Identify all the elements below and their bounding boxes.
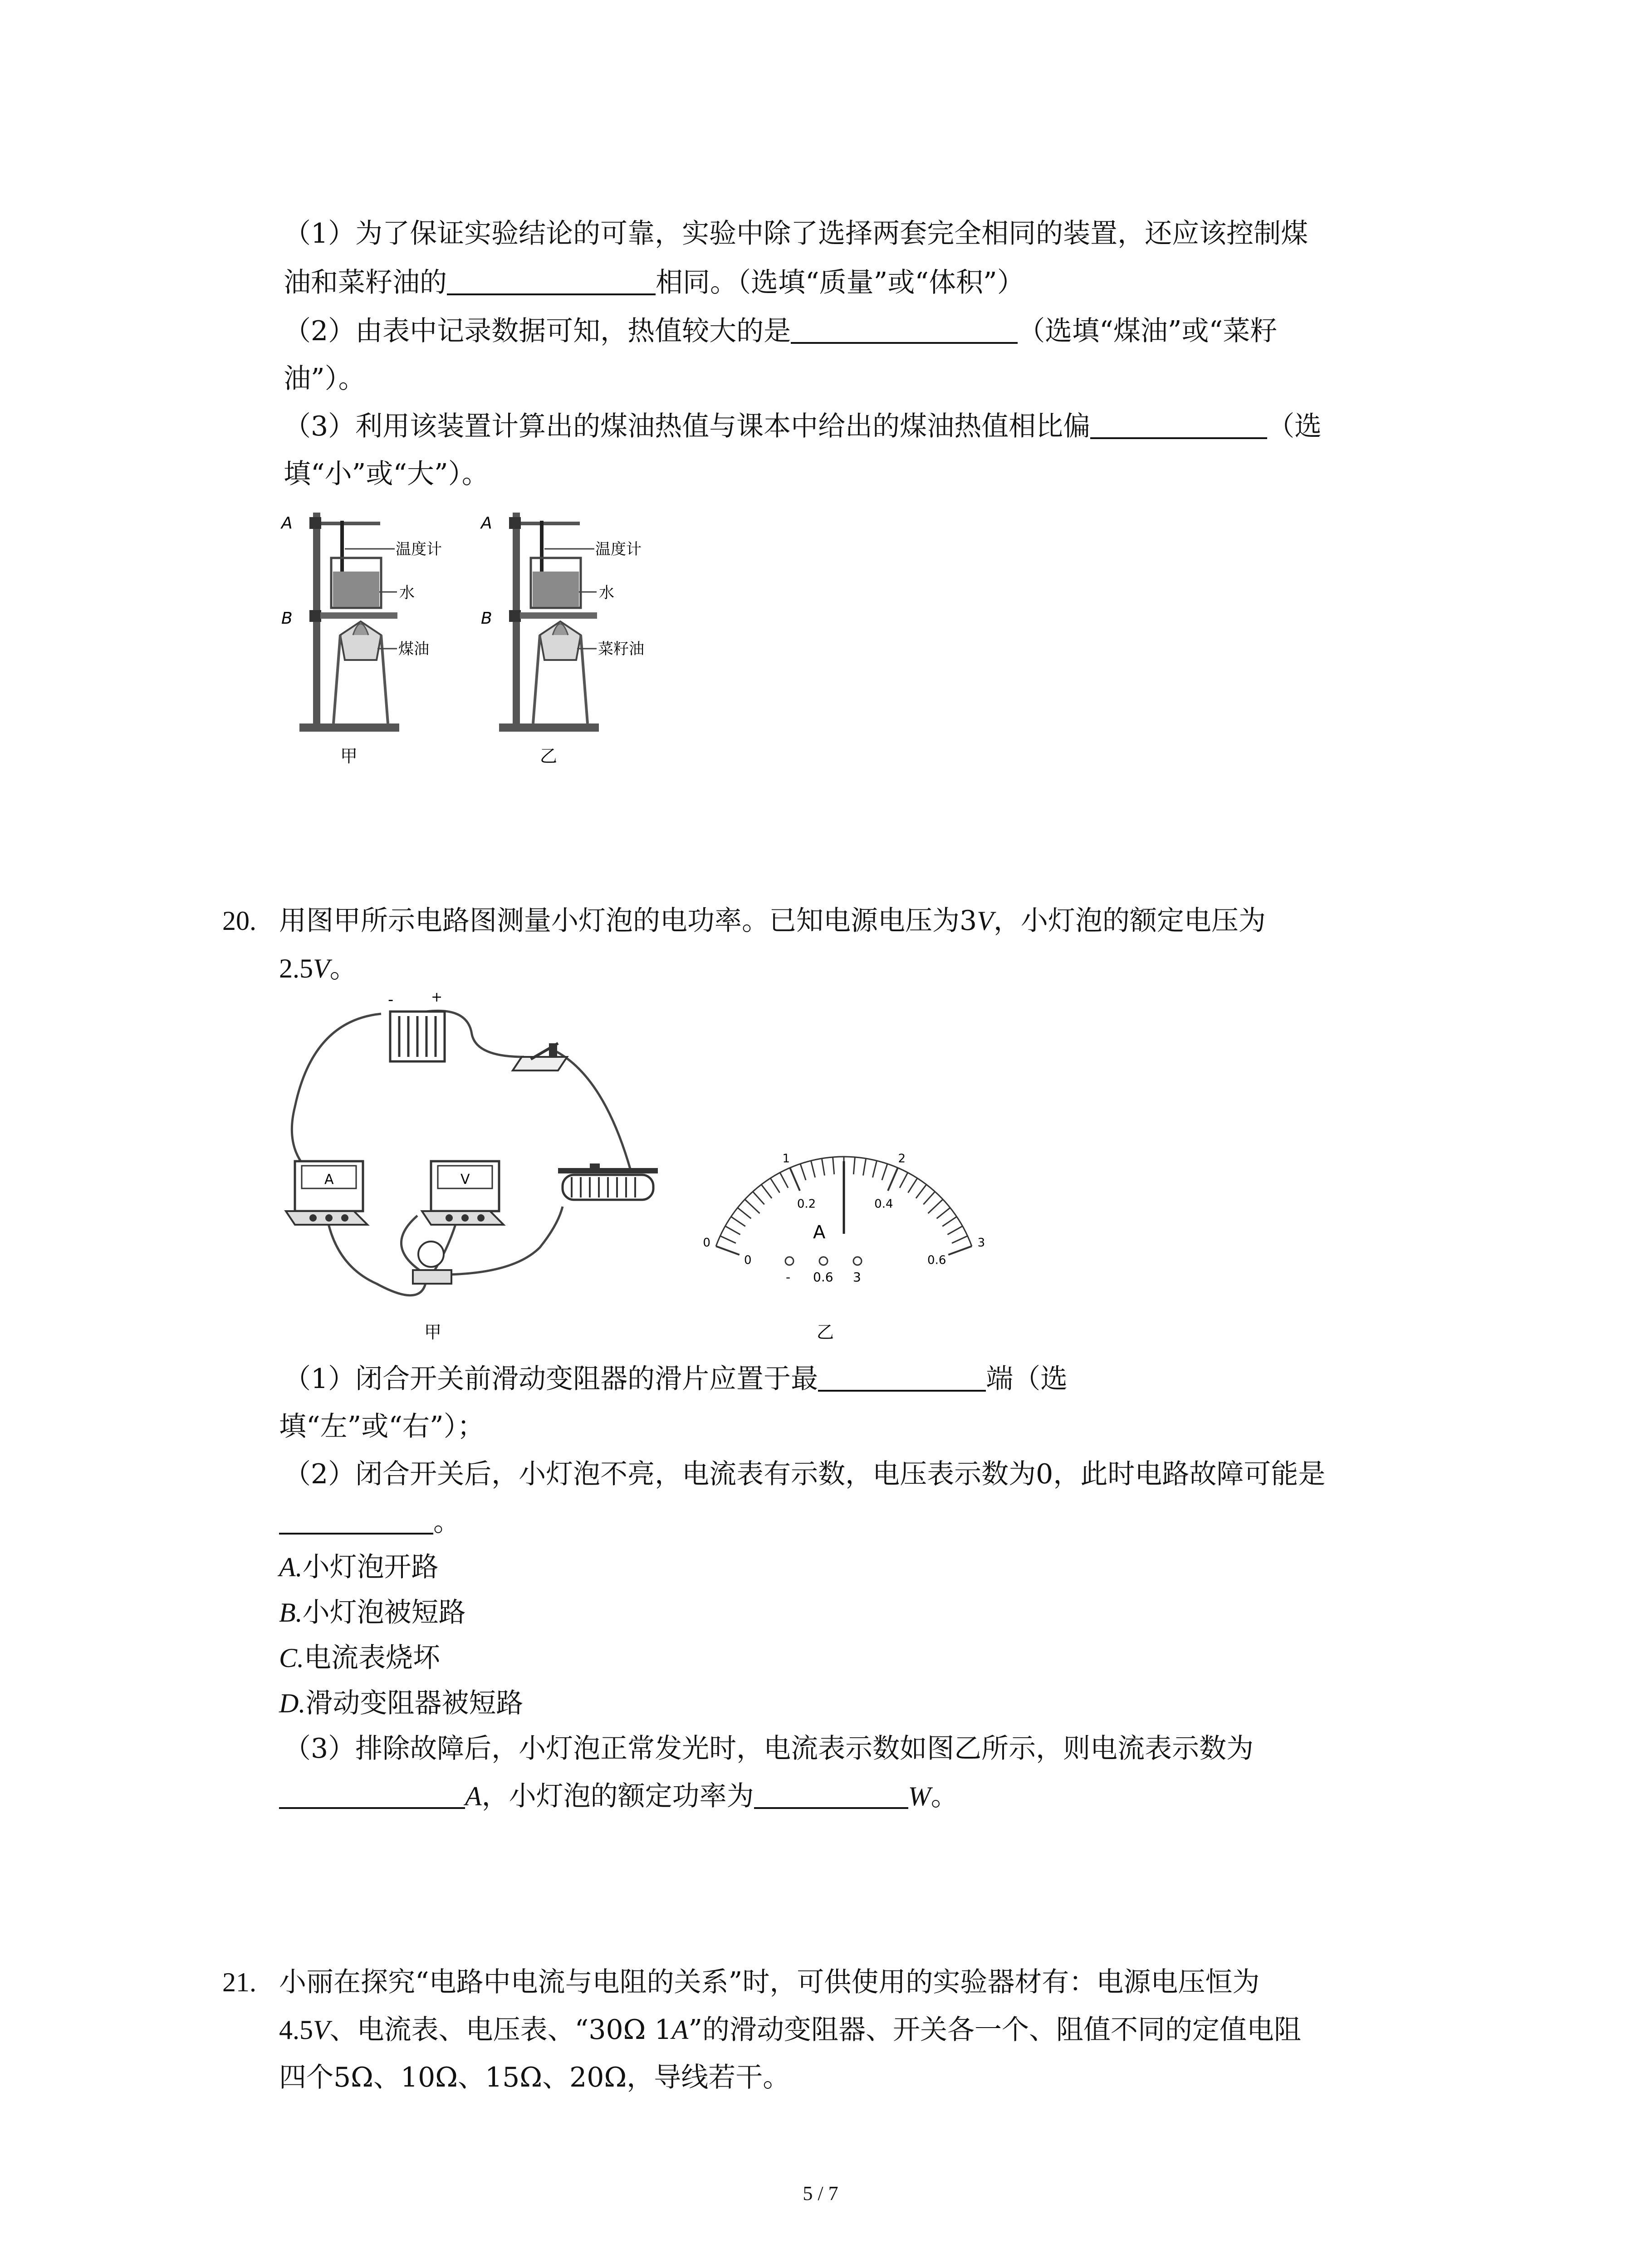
dial-tick — [753, 1192, 764, 1204]
caption-left: 甲 — [340, 746, 358, 766]
q20-part1-pre: （1）闭合开关前滑动变阻器的滑片应置于最 — [284, 1363, 818, 1395]
scale-top-0: 0 — [703, 1236, 710, 1250]
dial-tick — [853, 1157, 855, 1174]
circuit-figure — [277, 989, 730, 1356]
dial-tick — [800, 1164, 806, 1180]
apparatus-left — [299, 513, 399, 732]
label-B-left: B — [281, 609, 293, 628]
option-text: 电流表烧坏 — [304, 1642, 441, 1674]
q20-part3-end: 。 — [931, 1780, 958, 1812]
option-letter: B. — [279, 1598, 303, 1628]
label-A-right: A — [481, 514, 492, 533]
switch — [513, 1043, 567, 1070]
dial-tick — [916, 1184, 926, 1198]
q21-num: 4.5 — [279, 2015, 313, 2045]
dial-tick — [928, 1199, 943, 1213]
answer-blank[interactable] — [447, 265, 656, 295]
dial-tick — [745, 1199, 760, 1213]
q20-stem-num: 2.5 — [279, 953, 313, 983]
label-A-left: A — [281, 514, 293, 533]
burner-experiment-figure — [272, 499, 749, 780]
q19-part2-line2: 油”）。 — [284, 363, 366, 395]
circuit-caption: 甲 — [424, 1322, 442, 1342]
answer-blank[interactable] — [791, 314, 1018, 344]
q19-part1-line1: （1）为了保证实验结论的可靠，实验中除了选择两套完全相同的装置，还应该控制煤 — [284, 218, 1308, 249]
answer-blank[interactable] — [754, 1779, 908, 1809]
q20-number: 20. — [222, 906, 256, 936]
dial-tick — [872, 1161, 877, 1178]
dial-tick — [947, 1226, 962, 1235]
battery — [390, 1012, 445, 1061]
dial-tick — [942, 1217, 957, 1226]
dial-tick — [720, 1236, 736, 1243]
terminal-3 — [853, 1257, 862, 1265]
q20-part1-post: 端（选 — [986, 1363, 1068, 1395]
q20-part2-end: 。 — [433, 1506, 460, 1538]
q20-stem-post: ，小灯泡的额定电压为 — [993, 905, 1266, 937]
ammeter-dial-figure — [703, 1143, 985, 1361]
q20-option-b — [279, 1594, 466, 1631]
page-number: 5 / 7 — [803, 2182, 838, 2204]
dial-tick — [888, 1168, 898, 1191]
scale-bottom-3: 0.6 — [927, 1253, 946, 1267]
rheostat — [558, 1163, 658, 1200]
voltmeter-letter: V — [460, 1172, 470, 1188]
terminal-label-3: 3 — [853, 1270, 861, 1285]
battery-plus: + — [431, 989, 443, 1005]
q21-line1: 小丽在探究“电路中电流与电阻的关系”时，可供使用的实验器材有：电源电压恒为 — [279, 1966, 1260, 1998]
ammeter — [286, 1161, 367, 1225]
q20-stem-line2 — [279, 950, 357, 987]
q20-option-c — [279, 1640, 440, 1676]
scale-bottom-1: 0.2 — [797, 1197, 816, 1211]
q19-part2-line1 — [284, 313, 1277, 349]
q19-part3-post: （选 — [1267, 411, 1322, 442]
q20-option-d — [279, 1685, 523, 1721]
q19-part3-line1 — [284, 408, 1322, 445]
q20-part2-line1: （2）闭合开关后，小灯泡不亮，电流表有示数，电压表示数为0，此时电路故障可能是 — [284, 1458, 1326, 1490]
dial-tick — [780, 1173, 788, 1188]
dial-tick — [882, 1164, 887, 1180]
terminal-label-0.6: 0.6 — [813, 1270, 833, 1285]
unit-volt: V — [313, 953, 330, 983]
q20-part1-line2: 填“左”或“右”）； — [279, 1411, 485, 1442]
q21-line3: 四个5Ω、10Ω、15Ω、20Ω，导线若干。 — [279, 2062, 790, 2093]
q20-stem-line1 — [279, 903, 1266, 939]
q20-part2-line2 — [279, 1504, 460, 1540]
dial-tick — [716, 1246, 740, 1255]
battery-minus: - — [388, 991, 394, 1009]
q19-part2-post: （选填“煤油”或“菜籽 — [1018, 315, 1278, 347]
scale-top-2: 2 — [898, 1152, 906, 1166]
dial-tick — [923, 1192, 935, 1204]
q19-part1-pre: 油和菜籽油的 — [284, 267, 447, 298]
unit-watt: W — [908, 1781, 931, 1811]
q19-part2-pre: （2）由表中记录数据可知，热值较大的是 — [284, 315, 791, 347]
scale-bottom-2: 0.4 — [874, 1197, 893, 1211]
answer-blank[interactable] — [818, 1362, 986, 1392]
q20-part1-line1 — [284, 1361, 1068, 1397]
answer-blank[interactable] — [279, 1505, 433, 1535]
label-fuel-left: 煤油 — [398, 640, 429, 658]
apparatus-right — [499, 513, 599, 732]
label-water-right: 水 — [599, 584, 614, 602]
q19-part1-line2 — [284, 264, 1024, 301]
q20-stem-end: 。 — [329, 953, 357, 984]
q21-post: ”的滑动变阻器、开关各一个、阻值不同的定值电阻 — [688, 2014, 1302, 2046]
ammeter-letter: A — [324, 1172, 334, 1188]
q19-part3-line2: 填“小”或“大”）。 — [284, 458, 489, 490]
unit-volt: V — [313, 2015, 330, 2045]
dial-tick — [822, 1158, 824, 1175]
option-letter: D. — [279, 1688, 306, 1718]
terminal-minus — [785, 1257, 794, 1265]
q20-part3-line2 — [279, 1778, 958, 1814]
label-fuel-right: 菜籽油 — [598, 640, 644, 658]
terminal-label-minus: - — [786, 1270, 791, 1285]
label-water-left: 水 — [399, 584, 415, 602]
unit-ampere: A — [671, 2015, 689, 2045]
label-thermometer-left: 温度计 — [396, 540, 442, 558]
scale-top-3: 3 — [977, 1236, 985, 1250]
voltmeter — [422, 1161, 504, 1225]
q20-part3-mid: ，小灯泡的额定功率为 — [481, 1780, 754, 1812]
q20-option-a — [279, 1549, 439, 1585]
answer-blank[interactable] — [1090, 409, 1267, 439]
meter-letter: A — [813, 1222, 826, 1243]
label-thermometer-right: 温度计 — [595, 540, 642, 558]
dial-tick — [952, 1236, 968, 1243]
dial-tick — [811, 1161, 815, 1178]
dial-tick — [908, 1178, 917, 1193]
dial-tick — [833, 1157, 834, 1174]
scale-top-1: 1 — [782, 1152, 790, 1166]
meter-caption: 乙 — [817, 1322, 834, 1342]
option-letter: C. — [279, 1643, 304, 1673]
dial-tick — [731, 1217, 745, 1226]
q20-stem-pre: 用图甲所示电路图测量小灯泡的电功率。已知电源电压为3 — [279, 905, 977, 937]
terminal-0.6 — [819, 1257, 828, 1265]
dial-tick — [790, 1168, 800, 1191]
q20-part3-line1: （3）排除故障后，小灯泡正常发光时，电流表示数如图乙所示，则电流表示数为 — [284, 1733, 1254, 1765]
dial-tick — [725, 1226, 740, 1235]
dial-tick — [761, 1184, 772, 1198]
option-text: 小灯泡被短路 — [302, 1597, 466, 1628]
q21-mid: 、电流表、电压表、“30Ω 1 — [329, 2014, 672, 2046]
dial-tick — [948, 1246, 972, 1255]
unit-volt: V — [977, 906, 994, 936]
dial-tick — [937, 1208, 950, 1219]
caption-right: 乙 — [540, 746, 558, 766]
dial-tick — [738, 1208, 751, 1219]
q21-number: 21. — [222, 1967, 256, 1997]
option-text: 小灯泡开路 — [302, 1551, 439, 1583]
dial-tick — [770, 1178, 780, 1193]
unit-ampere: A — [465, 1781, 482, 1811]
q19-part1-post: 相同。（选填“质量”或“体积”） — [656, 267, 1024, 298]
q19-part3-pre: （3）利用该装置计算出的煤油热值与课本中给出的煤油热值相比偏 — [284, 411, 1091, 442]
dial-tick — [900, 1173, 908, 1188]
option-text: 滑动变阻器被短路 — [305, 1687, 524, 1719]
answer-blank[interactable] — [279, 1779, 465, 1809]
label-B-right: B — [481, 609, 492, 628]
scale-bottom-0: 0 — [744, 1253, 752, 1267]
q21-line2 — [279, 2012, 1301, 2048]
dial-tick — [863, 1158, 866, 1175]
option-letter: A. — [279, 1552, 303, 1582]
